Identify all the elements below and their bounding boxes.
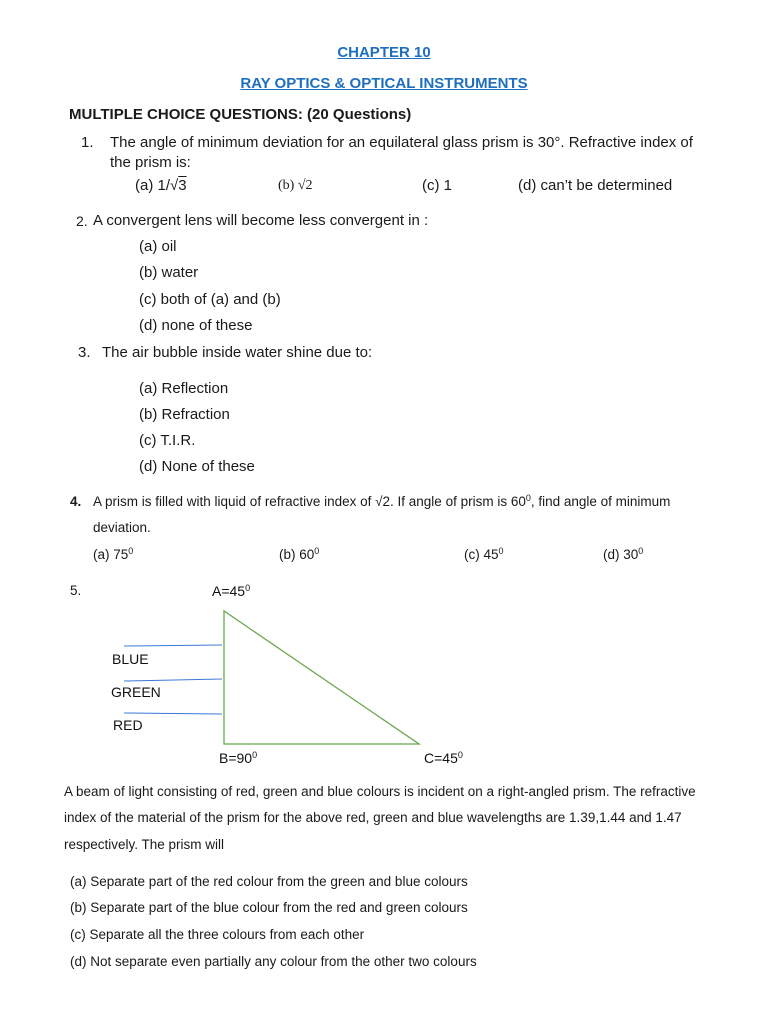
- question-text: deviation.: [93, 520, 151, 535]
- chapter-title: RAY OPTICS & OPTICAL INSTRUMENTS: [240, 75, 528, 92]
- question-text: A convergent lens will become less convergent in :: [93, 212, 429, 229]
- label-text: B=90: [219, 750, 253, 766]
- question-number: 1.: [81, 134, 94, 151]
- question-paragraph: respectively. The prism will: [64, 837, 225, 852]
- question-text: the prism is:: [110, 154, 191, 171]
- option-b[interactable]: (b) Separate part of the blue colour from the red and green colours: [70, 900, 468, 915]
- option-text: (a) 1/√: [135, 177, 179, 194]
- green-ray-label: GREEN: [111, 684, 161, 700]
- option-text: (b) 60: [279, 547, 315, 562]
- blue-ray: [124, 645, 222, 646]
- right-angled-prism: [224, 611, 419, 744]
- vertex-c-label: [424, 750, 463, 766]
- option-c[interactable]: (c) 1: [422, 177, 452, 194]
- blue-ray-label: BLUE: [112, 651, 149, 667]
- option-d[interactable]: (d) Not separate even partially any colour from the other two colours: [70, 954, 477, 969]
- radicand: 3: [178, 177, 187, 194]
- option-c[interactable]: (c) T.I.R.: [139, 432, 196, 449]
- degree-superscript: 0: [245, 583, 251, 593]
- option-text: (a) 75: [93, 547, 129, 562]
- red-ray-label: RED: [113, 717, 143, 733]
- degree-superscript: 0: [314, 546, 320, 556]
- red-ray: [124, 713, 222, 714]
- question-number: 5.: [70, 583, 82, 598]
- question-number: 3.: [78, 344, 91, 361]
- section-title: MULTIPLE CHOICE QUESTIONS: (20 Questions): [69, 106, 412, 123]
- option-b[interactable]: (b) √2: [278, 178, 313, 193]
- question-number: 4.: [70, 494, 82, 509]
- degree-superscript: 0: [525, 493, 531, 503]
- question-text: The angle of minimum deviation for an equilateral glass prism is 30°. Refractive index of: [110, 134, 693, 151]
- option-c[interactable]: (c) both of (a) and (b): [139, 291, 281, 308]
- option-a[interactable]: (a) oil: [139, 238, 177, 255]
- question-number: 2.: [76, 213, 88, 229]
- option-c[interactable]: (c) Separate all the three colours from each other: [70, 927, 365, 942]
- option-text: (d) 30: [603, 547, 639, 562]
- question-paragraph: A beam of light consisting of red, green and blue colours is incident on a right-angled prism. The refractive: [64, 784, 696, 799]
- question-paragraph: index of the material of the prism for the above red, green and blue wavelengths are 1.39,1.44 and 1.47: [64, 810, 682, 825]
- chapter-number: CHAPTER 10: [337, 44, 431, 61]
- option-text: (c) 45: [464, 547, 499, 562]
- option-b[interactable]: (b) water: [139, 264, 199, 281]
- degree-superscript: 0: [638, 546, 644, 556]
- degree-superscript: 0: [457, 750, 463, 760]
- option-d[interactable]: (d) can’t be determined: [518, 177, 673, 194]
- question-text: The air bubble inside water shine due to:: [102, 344, 373, 361]
- option-d[interactable]: (d) None of these: [139, 458, 255, 475]
- vertex-b-label: [219, 750, 257, 766]
- vertex-a-label: [212, 583, 250, 599]
- label-text: C=45: [424, 750, 458, 766]
- green-ray: [124, 679, 222, 681]
- degree-superscript: 0: [252, 750, 258, 760]
- label-text: A=45: [212, 583, 246, 599]
- option-d[interactable]: (d) none of these: [139, 317, 253, 334]
- question-text-part: , find angle of minimum: [530, 494, 671, 509]
- degree-superscript: 0: [498, 546, 504, 556]
- question-text-part: A prism is filled with liquid of refractive index of √2. If angle of prism is 60: [93, 494, 526, 509]
- option-a[interactable]: (a) Reflection: [139, 380, 229, 397]
- degree-superscript: 0: [128, 546, 134, 556]
- option-a[interactable]: (a) Separate part of the red colour from the green and blue colours: [70, 874, 468, 889]
- option-b[interactable]: (b) Refraction: [139, 406, 230, 423]
